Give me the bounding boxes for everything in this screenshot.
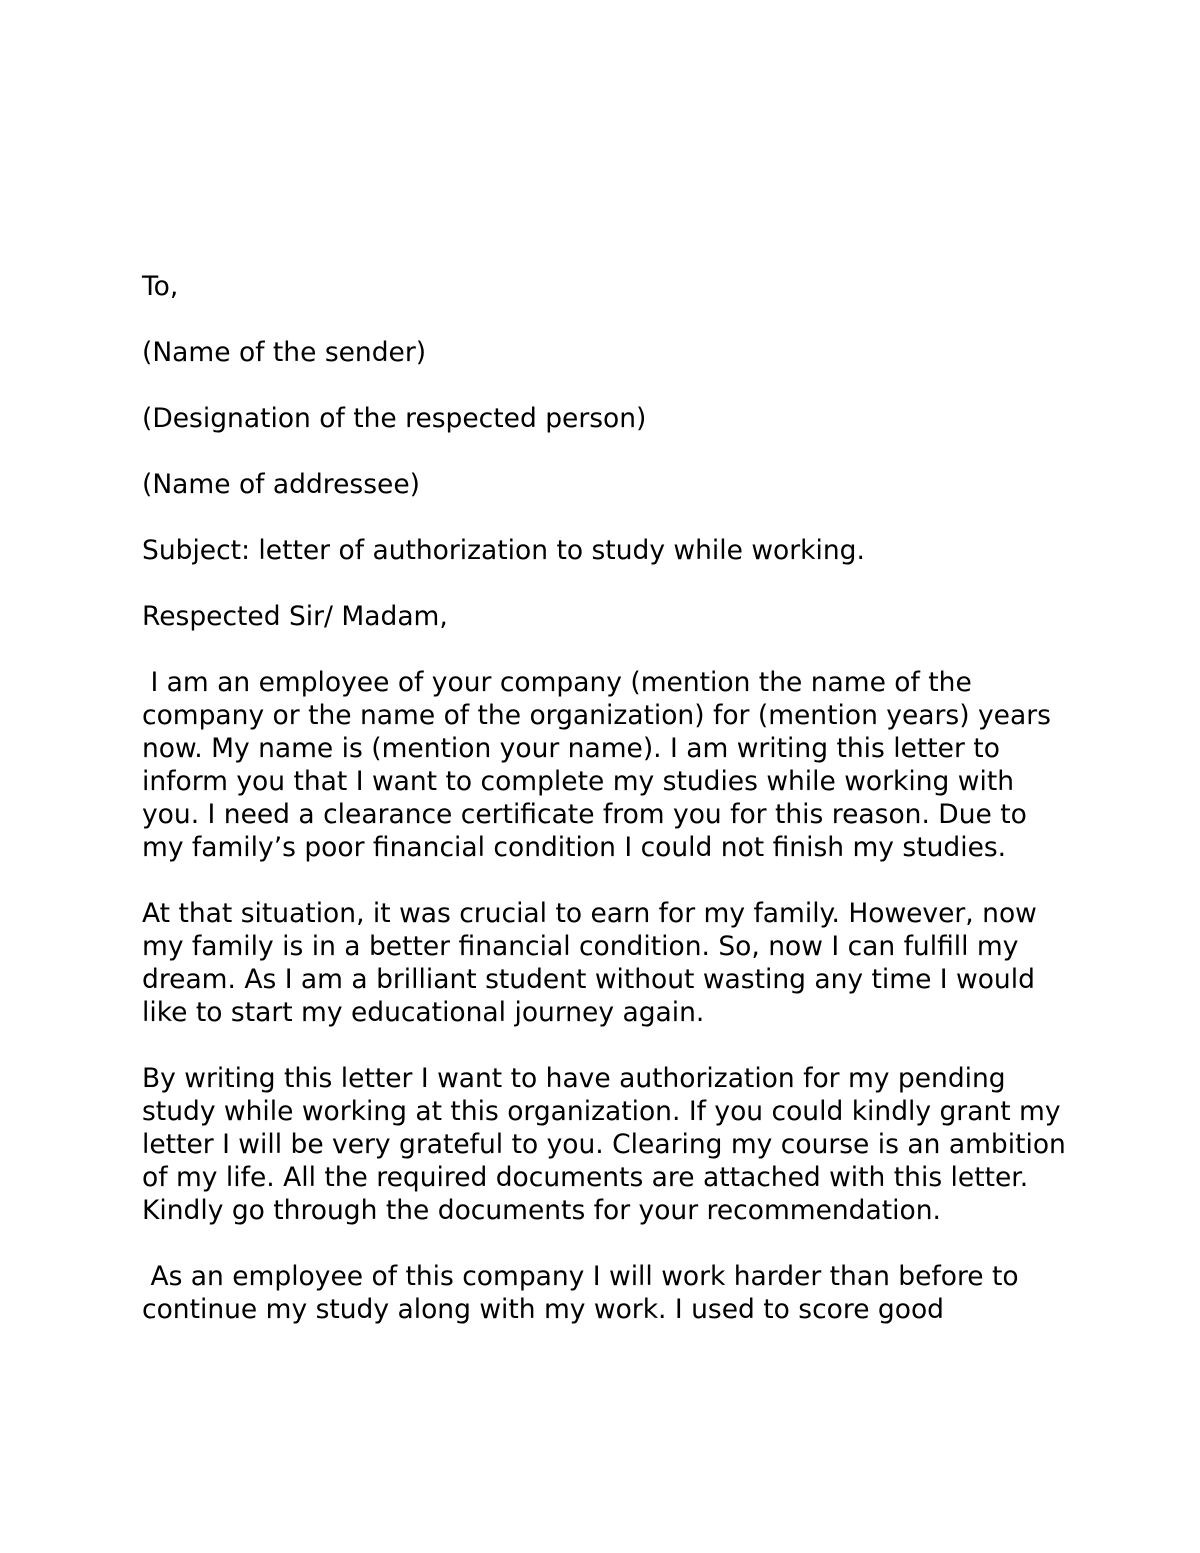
addressee-placeholder: (Name of addressee) (142, 469, 420, 500)
greeting-line: To, (142, 271, 179, 302)
salutation: Respected Sir/ Madam, (142, 601, 448, 632)
body-paragraph-3: By writing this letter I want to have authorization for my pending study while working at this organization. If you could kindly grant my letter I will be very grateful to you. Clearing my course is an ambition of my life. All the required documents are attached with this letter. Kindly go through the documents for your recommendation. (142, 1063, 1075, 1226)
designation-placeholder: (Designation of the respected person) (142, 403, 647, 434)
body-paragraph-2: At that situation, it was crucial to earn for my family. However, now my family is in a better financial condition. So, now I can fulfill my dream. As I am a brilliant student without wasting any time I would like to start my educational journey again. (142, 898, 1046, 1028)
body-paragraph-1: I am an employee of your company (mention the name of the company or the name of the organization) for (mention years) years now. My name is (mention your name). I am writing this letter to inform you that I want to complete my studies while working with you. I need a clearance certificate from you for this reason. Due to my family’s poor financial condition I could not finish my studies. (142, 667, 1060, 863)
letter-body (142, 270, 1075, 1359)
body-paragraph-4: As an employee of this company I will work harder than before to continue my study along with my work. I used to score good (142, 1261, 1028, 1325)
subject-line: Subject: letter of authorization to study while working. (142, 535, 865, 566)
sender-name-placeholder: (Name of the sender) (142, 337, 427, 368)
